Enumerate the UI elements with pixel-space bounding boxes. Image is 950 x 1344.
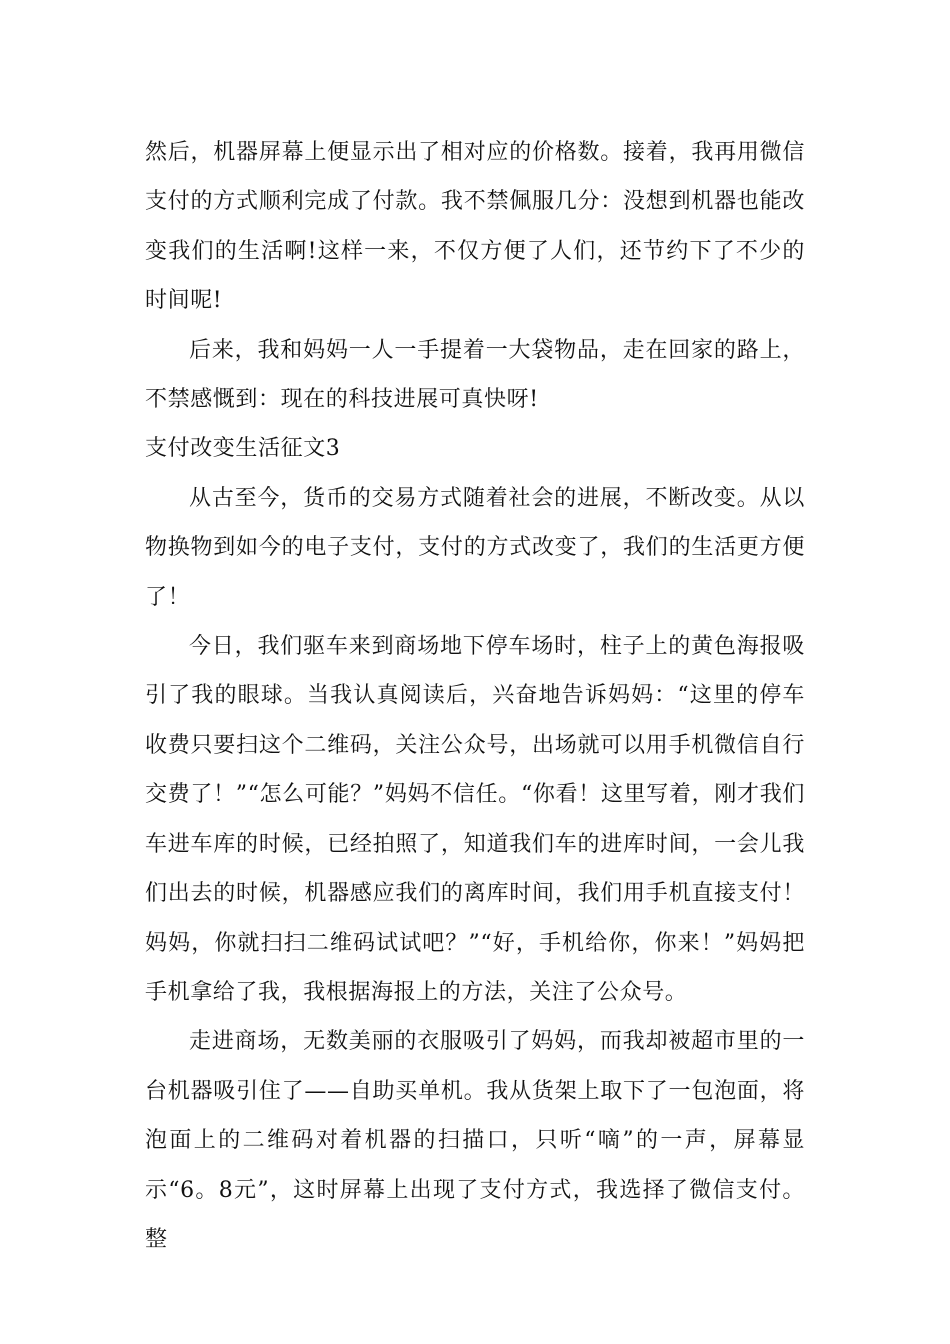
paragraph-4: 今日，我们驱车来到商场地下停车场时，柱子上的黄色海报吸引了我的眼球。当我认真阅读后，兴奋地告诉妈妈：“这里的停车收费只要扫这个二维码，关注公众号，出场就可以用手机微信自行交费了！”“怎么可能？”妈妈不信任。“你看！这里写着，刚才我们车进车库的时候，已经拍照了，知道我们车的进库时间，一会儿我们出去的时候，机器感应我们的离库时间，我们用手机直接支付！妈妈，你就扫扫二维码试试吧？”“好，手机给你，你来！”妈妈把手机拿给了我，我根据海报上的方法，关注了公众号。 (145, 634, 805, 1005)
section-title: 支付改变生活征文3 (145, 436, 341, 462)
paragraph-5: 走进商场，无数美丽的衣服吸引了妈妈，而我却被超市里的一台机器吸引住了——自助买单机。我从货架上取下了一包泡面，将泡面上的二维码对着机器的扫描口，只听“嘀”的一声，屏幕显示“6。8元”，这时屏幕上出现了支付方式，我选择了微信支付。整 (145, 1029, 805, 1252)
paragraph-2: 后来，我和妈妈一人一手提着一大袋物品，走在回家的路上，不禁感慨到：现在的科技进展可真快呀! (145, 337, 805, 413)
paragraph-3: 从古至今，货币的交易方式随着社会的进展，不断改变。从以物换物到如今的电子支付，支付的方式改变了，我们的生活更方便了！ (145, 485, 805, 610)
paragraph-1: 然后，机器屏幕上便显示出了相对应的价格数。接着，我再用微信支付的方式顺利完成了付款。我不禁佩服几分：没想到机器也能改变我们的生活啊!这样一来，不仅方便了人们，还节约下了不少的时间呢! (145, 140, 805, 314)
document-page (145, 128, 805, 1264)
